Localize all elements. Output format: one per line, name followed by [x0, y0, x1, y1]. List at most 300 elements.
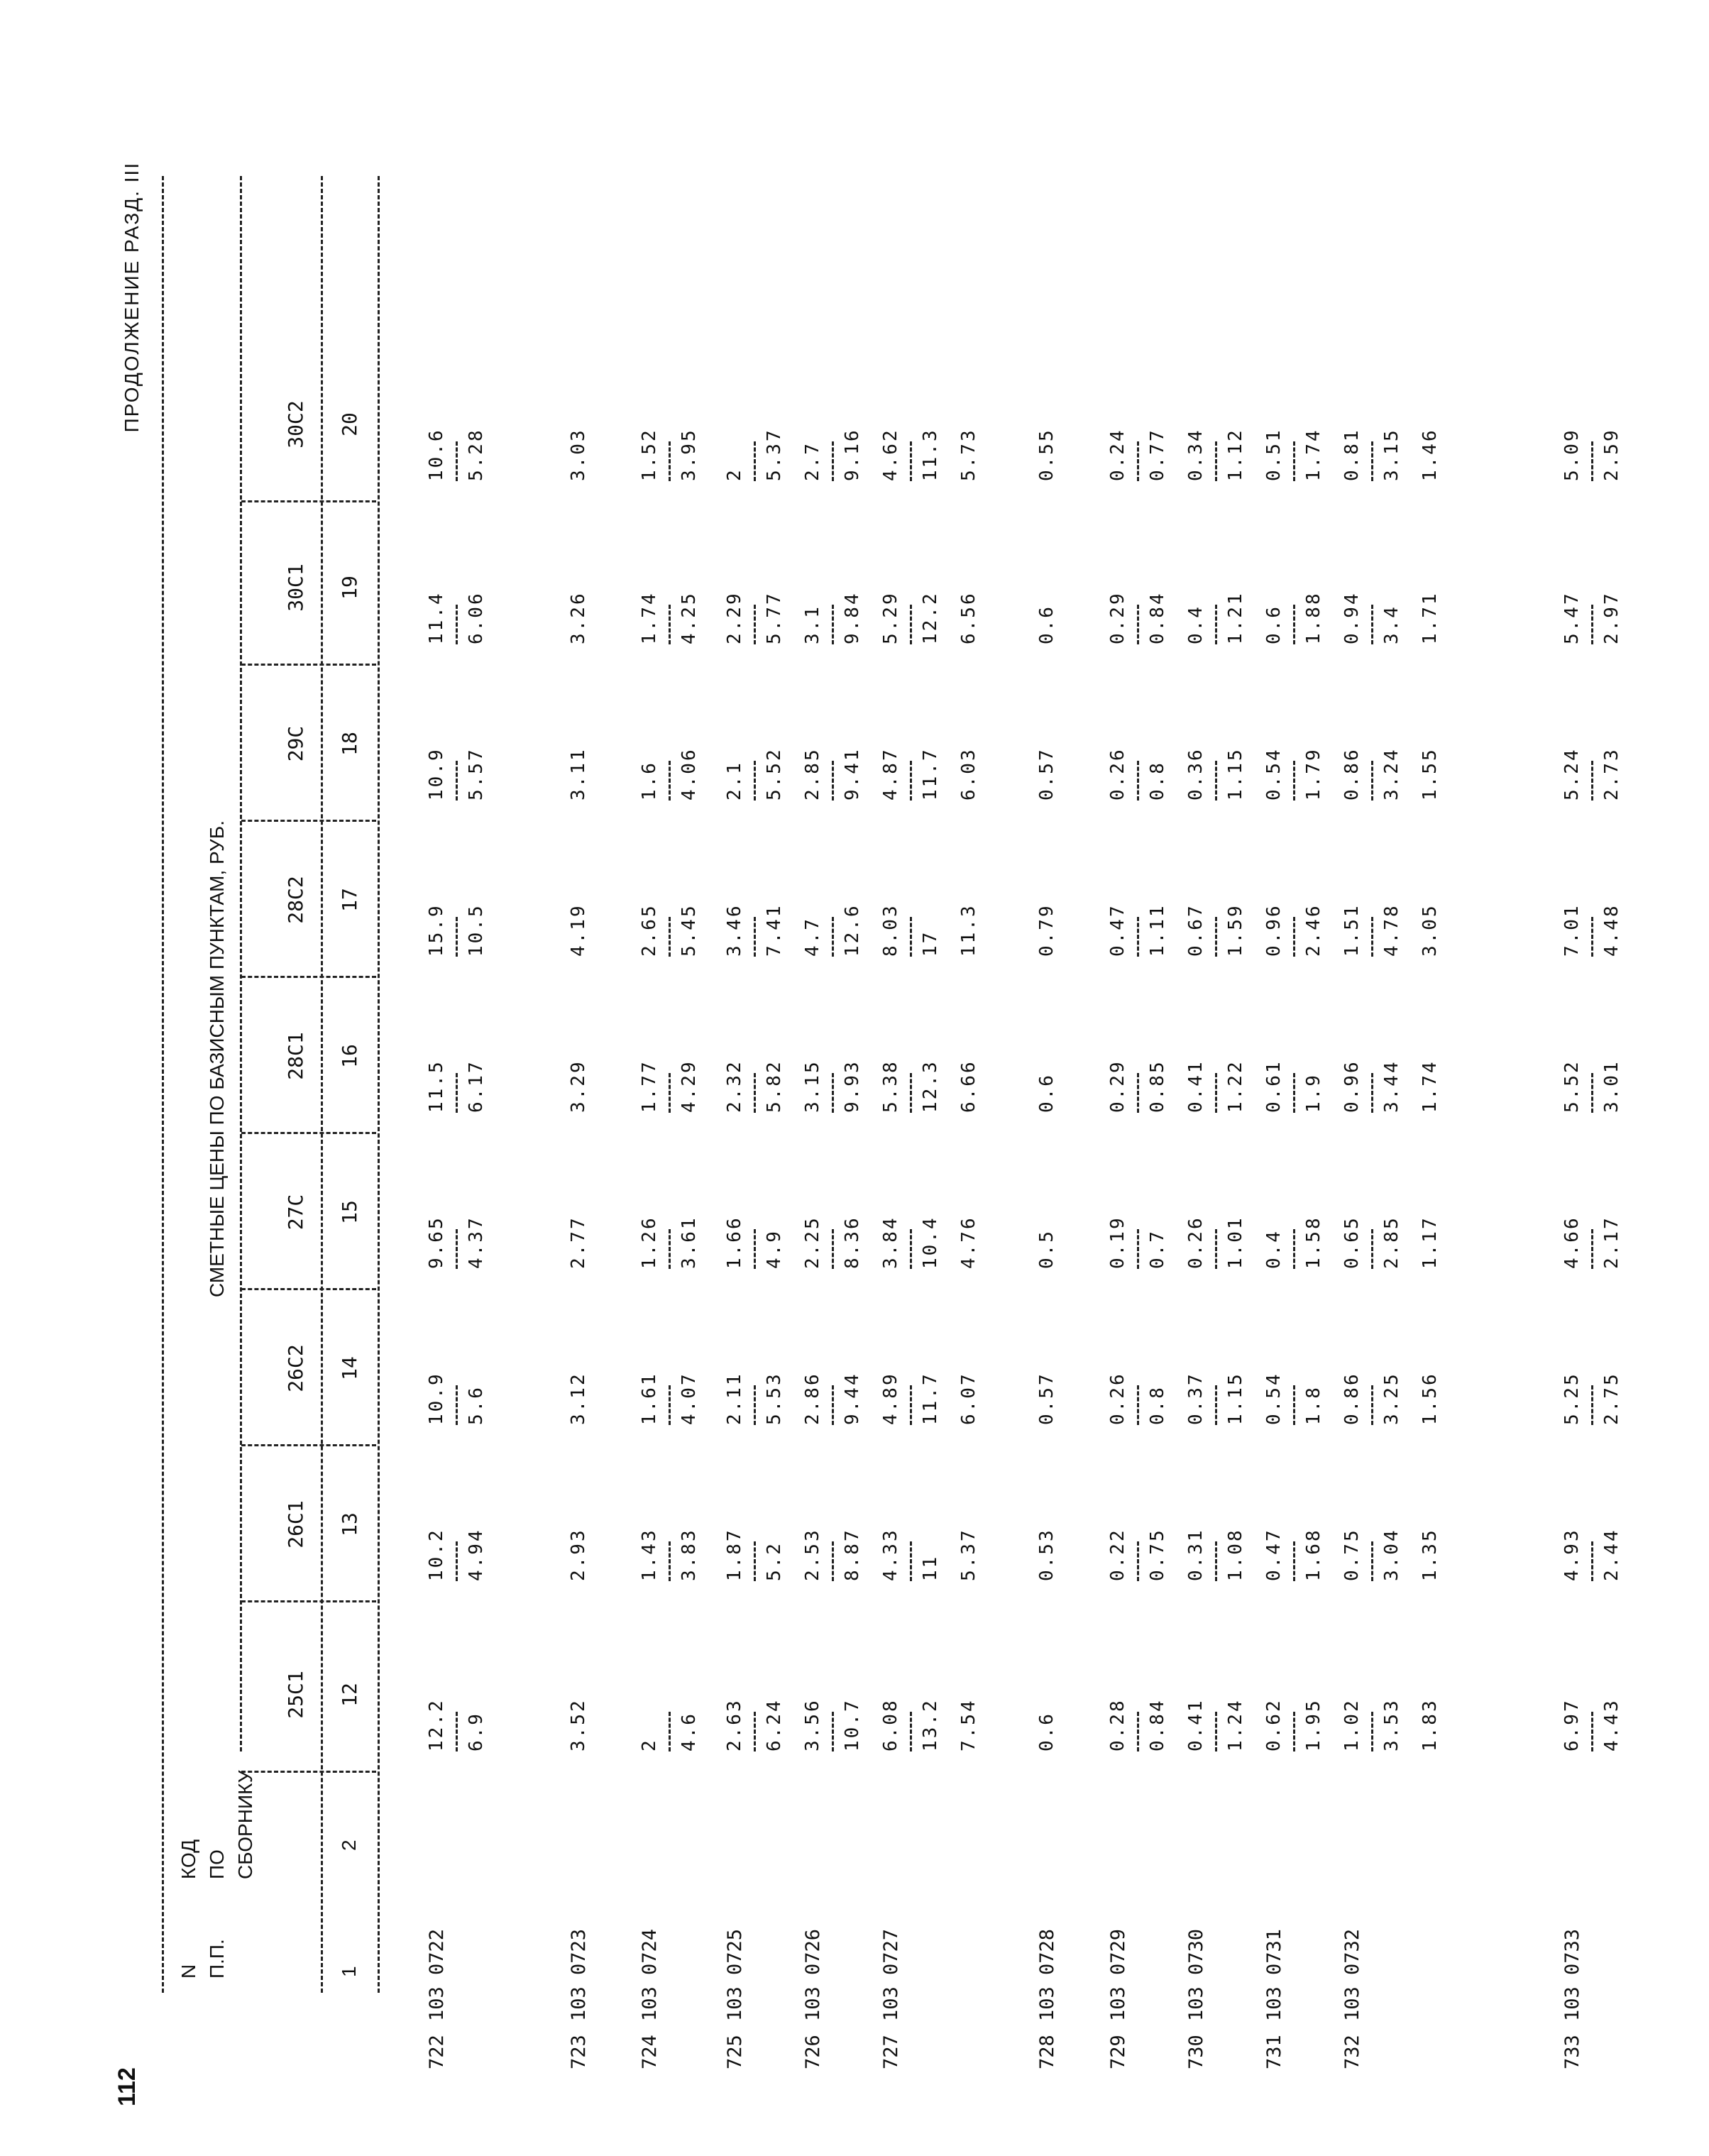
fraction-line [1215, 761, 1217, 801]
value-bottom: 1.15 [1225, 747, 1246, 801]
value-top: 2.11 [724, 1372, 745, 1425]
fraction-line [832, 1712, 834, 1751]
fraction-line [1215, 917, 1217, 957]
value-top: 3.03 [568, 428, 589, 481]
value-bottom: 3.04 [1381, 1528, 1402, 1581]
row-number: 727 [880, 2035, 902, 2069]
fraction-line [456, 1712, 458, 1751]
value-top: 2.7 [802, 441, 823, 481]
value-top: 0.96 [1263, 903, 1285, 957]
value-bottom: 3.53 [1381, 1698, 1402, 1751]
fraction-line [456, 917, 458, 957]
row-code: 103 0722 [426, 1928, 448, 2021]
row-number: 733 [1561, 2035, 1583, 2069]
value-top: 8.03 [880, 903, 901, 957]
value-bottom: 3.44 [1381, 1060, 1402, 1113]
value-top: 2.32 [724, 1060, 745, 1113]
value-top: 0.62 [1263, 1698, 1285, 1751]
value-top: 2.77 [568, 1216, 589, 1269]
fraction-line [910, 917, 912, 957]
value-top: 2.25 [802, 1216, 823, 1269]
value-top: 2.65 [639, 903, 660, 957]
fraction-line [754, 1385, 756, 1425]
fraction-line [1591, 605, 1593, 644]
value-bottom: 4.06 [678, 747, 700, 801]
value-top: 6.03 [958, 747, 979, 801]
value-top: 2.63 [724, 1698, 745, 1751]
value-top: 1.52 [639, 428, 660, 481]
value-top: 10.6 [426, 428, 447, 481]
column-number: 20 [338, 412, 361, 436]
colnum-bottom-rule [378, 176, 380, 1993]
column-divider [241, 1132, 376, 1134]
value-top: 9.65 [426, 1216, 447, 1269]
fraction-line [1591, 1712, 1593, 1751]
value-bottom: 1.74 [1303, 428, 1324, 481]
value-top: 2.53 [802, 1528, 823, 1581]
value-bottom: 2.44 [1601, 1528, 1622, 1581]
value-top: 0.61 [1263, 1060, 1285, 1113]
value-top: 0.51 [1263, 428, 1285, 481]
value-top: 5.29 [880, 591, 901, 644]
fraction-line [669, 441, 671, 481]
value-bottom: 4.07 [678, 1372, 700, 1425]
column-divider [241, 1600, 376, 1602]
column-number: 16 [338, 1044, 361, 1068]
fraction-line [1371, 761, 1373, 801]
fraction-line [1371, 1073, 1373, 1113]
row-code: 103 0723 [568, 1928, 590, 2021]
value-top: 0.26 [1107, 747, 1128, 801]
value-top: 0.54 [1263, 747, 1285, 801]
fraction-line [669, 1712, 671, 1751]
fraction-line [1293, 441, 1295, 481]
fraction-line [1591, 761, 1593, 801]
column-divider [241, 820, 376, 822]
value-bottom: 5.57 [466, 747, 487, 801]
fraction-line [1293, 1385, 1295, 1425]
value-bottom: 10.5 [466, 903, 487, 957]
row-code: 103 0733 [1561, 1928, 1583, 2021]
fraction-line [832, 1229, 834, 1269]
value-top: 2.29 [724, 591, 745, 644]
value-bottom: 0.8 [1147, 1385, 1168, 1425]
fraction-line [1215, 1073, 1217, 1113]
value-bottom: 2.75 [1601, 1372, 1622, 1425]
value-bottom: 0.75 [1147, 1528, 1168, 1581]
row-code: 103 0732 [1341, 1928, 1363, 2021]
value-bottom: 4.37 [466, 1216, 487, 1269]
value-bottom: 12.3 [920, 1060, 941, 1113]
fraction-line [1591, 917, 1593, 957]
fraction-line [669, 1541, 671, 1581]
value-bottom: 6.24 [764, 1698, 785, 1751]
fraction-line [1137, 761, 1139, 801]
row-number: 728 [1036, 2035, 1058, 2069]
value-top: 3.46 [724, 903, 745, 957]
value-top: 7.01 [1561, 903, 1583, 957]
fraction-line [456, 1541, 458, 1581]
column-title: 26С2 [284, 1344, 307, 1392]
fraction-line [669, 917, 671, 957]
fraction-line [754, 1229, 756, 1269]
fraction-line [1371, 917, 1373, 957]
column-number: 18 [338, 732, 361, 756]
value-top: 1.71 [1419, 591, 1441, 644]
fraction-line [456, 1073, 458, 1113]
row-code: 103 0726 [802, 1928, 824, 2021]
value-top: 0.65 [1341, 1216, 1363, 1269]
fraction-line [1137, 1073, 1139, 1113]
value-top: 4.93 [1561, 1528, 1583, 1581]
value-top: 0.6 [1036, 605, 1057, 644]
value-bottom: 0.7 [1147, 1229, 1168, 1269]
fraction-line [910, 1712, 912, 1751]
value-top: 1.74 [639, 591, 660, 644]
value-bottom: 3.83 [678, 1528, 700, 1581]
value-top: 0.26 [1107, 1372, 1128, 1425]
fraction-line [910, 441, 912, 481]
value-bottom: 11.7 [920, 1372, 941, 1425]
header-pp: П.П. [206, 1939, 228, 1979]
value-top: 0.31 [1185, 1528, 1207, 1581]
value-bottom: 1.59 [1225, 903, 1246, 957]
value-bottom: 5.28 [466, 428, 487, 481]
value-bottom: 1.15 [1225, 1372, 1246, 1425]
value-bottom: 1.11 [1147, 903, 1168, 957]
fraction-line [754, 917, 756, 957]
value-top: 4.7 [802, 917, 823, 957]
value-top: 10.9 [426, 1372, 447, 1425]
fraction-line [1137, 441, 1139, 481]
row-number: 724 [639, 2035, 661, 2069]
value-top: 4.33 [880, 1528, 901, 1581]
value-top: 0.4 [1185, 605, 1207, 644]
header-sborniku: СБОРНИКУ [234, 1770, 256, 1879]
group-title: СМЕТНЫЕ ЦЕНЫ ПО БАЗИСНЫМ ПУНКТАМ, РУБ. [206, 820, 228, 1297]
row-number: 726 [802, 2035, 824, 2069]
value-top: 2.85 [802, 747, 823, 801]
value-bottom: 1.22 [1225, 1060, 1246, 1113]
value-top: 6.08 [880, 1698, 901, 1751]
column-title: 28С1 [284, 1032, 307, 1080]
value-bottom: 2.85 [1381, 1216, 1402, 1269]
value-top: 4.62 [880, 428, 901, 481]
fraction-line [456, 761, 458, 801]
value-top: 0.81 [1341, 428, 1363, 481]
column-title: 27С [284, 1194, 307, 1231]
column-number: 19 [338, 576, 361, 600]
fraction-line [1293, 1712, 1295, 1751]
value-bottom: 2.97 [1601, 591, 1622, 644]
column-divider [241, 664, 376, 666]
value-top: 1.6 [639, 761, 660, 801]
fraction-line [1371, 1712, 1373, 1751]
value-top: 6.66 [958, 1060, 979, 1113]
column-title: 26С1 [284, 1500, 307, 1549]
value-top: 1.26 [639, 1216, 660, 1269]
value-top: 0.54 [1263, 1372, 1285, 1425]
value-top: 0.75 [1341, 1528, 1363, 1581]
value-top: 5.09 [1561, 428, 1583, 481]
value-bottom: 4.6 [678, 1712, 700, 1751]
fraction-line [1215, 605, 1217, 644]
value-bottom: 9.84 [842, 591, 863, 644]
value-bottom: 1.12 [1225, 428, 1246, 481]
fraction-line [754, 605, 756, 644]
value-top: 0.4 [1263, 1229, 1285, 1269]
value-bottom: 3.01 [1601, 1060, 1622, 1113]
value-top: 3.11 [568, 747, 589, 801]
value-top: 10.9 [426, 747, 447, 801]
fraction-line [910, 1385, 912, 1425]
value-bottom: 9.41 [842, 747, 863, 801]
fraction-line [456, 1229, 458, 1269]
fraction-line [1215, 441, 1217, 481]
value-bottom: 3.4 [1381, 605, 1402, 644]
fraction-line [832, 1541, 834, 1581]
value-bottom: 11.3 [920, 428, 941, 481]
value-bottom: 6.9 [466, 1712, 487, 1751]
row-code: 103 0730 [1185, 1928, 1207, 2021]
row-code: 103 0724 [639, 1928, 661, 2021]
row-code: 103 0729 [1107, 1928, 1129, 2021]
row-number: 722 [426, 2035, 448, 2069]
column-number: 15 [338, 1200, 361, 1224]
row-number: 731 [1263, 2035, 1285, 2069]
fraction-line [1137, 917, 1139, 957]
row-number: 729 [1107, 2035, 1129, 2069]
fraction-line [1293, 761, 1295, 801]
value-top: 0.28 [1107, 1698, 1128, 1751]
value-bottom: 0.85 [1147, 1060, 1168, 1113]
fraction-line [1137, 1229, 1139, 1269]
value-bottom: 1.68 [1303, 1528, 1324, 1581]
value-top: 11.5 [426, 1060, 447, 1113]
value-bottom: 1.21 [1225, 591, 1246, 644]
value-bottom: 3.95 [678, 428, 700, 481]
fraction-line [1293, 917, 1295, 957]
value-bottom: 4.29 [678, 1060, 700, 1113]
value-top: 2.1 [724, 761, 745, 801]
row-number: 723 [568, 2035, 590, 2069]
value-top: 11.3 [958, 903, 979, 957]
column-title: 30С1 [284, 563, 307, 612]
value-top: 1.35 [1419, 1528, 1441, 1581]
header-n: N [177, 1964, 199, 1979]
value-top: 1.66 [724, 1216, 745, 1269]
value-bottom: 6.06 [466, 591, 487, 644]
value-top: 1.87 [724, 1528, 745, 1581]
fraction-line [1591, 1073, 1593, 1113]
value-top: 1.77 [639, 1060, 660, 1113]
value-top: 5.24 [1561, 747, 1583, 801]
fraction-line [1215, 1229, 1217, 1269]
fraction-line [832, 917, 834, 957]
value-top: 0.6 [1036, 1073, 1057, 1113]
group-subrule [240, 176, 242, 1751]
fraction-line [1371, 441, 1373, 481]
value-top: 0.6 [1036, 1712, 1057, 1751]
value-bottom: 4.9 [764, 1229, 785, 1269]
fraction-line [456, 441, 458, 481]
value-top: 1.17 [1419, 1216, 1441, 1269]
value-bottom: 4.78 [1381, 903, 1402, 957]
column-title: 30С2 [284, 400, 307, 449]
value-top: 15.9 [426, 903, 447, 957]
fraction-line [1371, 1229, 1373, 1269]
value-bottom: 9.16 [842, 428, 863, 481]
value-bottom: 0.84 [1147, 1698, 1168, 1751]
value-top: 3.15 [802, 1060, 823, 1113]
value-top: 0.37 [1185, 1372, 1207, 1425]
value-bottom: 4.25 [678, 591, 700, 644]
value-bottom: 8.87 [842, 1528, 863, 1581]
value-bottom: 5.52 [764, 747, 785, 801]
column-number: 13 [338, 1512, 361, 1536]
fraction-line [832, 761, 834, 801]
value-top: 4.66 [1561, 1216, 1583, 1269]
value-bottom: 3.25 [1381, 1372, 1402, 1425]
value-bottom: 8.36 [842, 1216, 863, 1269]
row-number: 730 [1185, 2035, 1207, 2069]
fraction-line [910, 761, 912, 801]
value-top: 4.76 [958, 1216, 979, 1269]
value-top: 0.86 [1341, 1372, 1363, 1425]
value-top: 6.56 [958, 591, 979, 644]
value-top: 5.38 [880, 1060, 901, 1113]
value-bottom: 5.2 [764, 1541, 785, 1581]
value-bottom: 4.43 [1601, 1698, 1622, 1751]
value-bottom: 13.2 [920, 1698, 941, 1751]
value-bottom: 4.48 [1601, 903, 1622, 957]
value-top: 5.37 [958, 1528, 979, 1581]
section-note: ПРОДОЛЖЕНИЕ РАЗД. III [121, 162, 143, 433]
value-top: 2 [639, 1738, 660, 1751]
page-number: 112 [114, 2067, 141, 2106]
fraction-line [910, 1541, 912, 1581]
value-bottom: 6.17 [466, 1060, 487, 1113]
fraction-line [1137, 605, 1139, 644]
value-top: 3.1 [802, 605, 823, 644]
value-top: 3.52 [568, 1698, 589, 1751]
value-bottom: 9.44 [842, 1372, 863, 1425]
value-top: 0.34 [1185, 428, 1207, 481]
value-top: 1.02 [1341, 1698, 1363, 1751]
value-bottom: 11.7 [920, 747, 941, 801]
fraction-line [669, 1073, 671, 1113]
value-top: 4.19 [568, 903, 589, 957]
value-top: 5.52 [1561, 1060, 1583, 1113]
fraction-line [1137, 1385, 1139, 1425]
fraction-line [1293, 1229, 1295, 1269]
value-top: 3.12 [568, 1372, 589, 1425]
value-top: 1.56 [1419, 1372, 1441, 1425]
fraction-line [456, 605, 458, 644]
value-top: 0.86 [1341, 747, 1363, 801]
value-bottom: 1.58 [1303, 1216, 1324, 1269]
fraction-line [832, 441, 834, 481]
column-title: 25С1 [284, 1671, 307, 1719]
value-top: 0.67 [1185, 903, 1207, 957]
header-bottom-rule [321, 176, 323, 1993]
value-top: 0.94 [1341, 591, 1363, 644]
value-top: 11.4 [426, 591, 447, 644]
value-bottom: 0.8 [1147, 761, 1168, 801]
fraction-line [456, 1385, 458, 1425]
fraction-line [1293, 1073, 1295, 1113]
column-divider [241, 976, 376, 978]
value-top: 2.86 [802, 1372, 823, 1425]
fraction-line [1591, 1229, 1593, 1269]
value-bottom: 3.61 [678, 1216, 700, 1269]
fraction-line [669, 1229, 671, 1269]
value-top: 0.26 [1185, 1216, 1207, 1269]
fraction-line [669, 761, 671, 801]
value-top: 0.79 [1036, 903, 1057, 957]
value-top: 0.6 [1263, 605, 1285, 644]
fraction-line [1137, 1541, 1139, 1581]
value-top: 0.41 [1185, 1698, 1207, 1751]
fraction-line [1591, 1541, 1593, 1581]
value-top: 1.51 [1341, 903, 1363, 957]
value-bottom: 5.6 [466, 1385, 487, 1425]
fraction-line [1371, 605, 1373, 644]
value-top: 0.41 [1185, 1060, 1207, 1113]
fraction-line [1215, 1385, 1217, 1425]
value-top: 0.29 [1107, 1060, 1128, 1113]
column-title: 28С2 [284, 876, 307, 924]
fraction-line [1293, 605, 1295, 644]
value-top: 3.84 [880, 1216, 901, 1269]
fraction-line [910, 1073, 912, 1113]
column-divider [241, 1288, 376, 1290]
value-bottom: 5.77 [764, 591, 785, 644]
value-top: 1.46 [1419, 428, 1441, 481]
fraction-line [832, 1073, 834, 1113]
value-bottom: 5.45 [678, 903, 700, 957]
value-bottom: 10.7 [842, 1698, 863, 1751]
value-bottom: 5.53 [764, 1372, 785, 1425]
fraction-line [832, 1385, 834, 1425]
value-top: 5.47 [1561, 591, 1583, 644]
value-top: 1.43 [639, 1528, 660, 1581]
value-bottom: 1.01 [1225, 1216, 1246, 1269]
value-bottom: 0.84 [1147, 591, 1168, 644]
value-bottom: 1.9 [1303, 1073, 1324, 1113]
value-bottom: 2.59 [1601, 428, 1622, 481]
value-top: 1.55 [1419, 747, 1441, 801]
value-bottom: 7.41 [764, 903, 785, 957]
row-code: 103 0727 [880, 1928, 902, 2021]
fraction-line [754, 761, 756, 801]
fraction-line [669, 605, 671, 644]
value-bottom: 9.93 [842, 1060, 863, 1113]
value-top: 6.07 [958, 1372, 979, 1425]
value-top: 0.57 [1036, 747, 1057, 801]
fraction-line [1215, 1541, 1217, 1581]
fraction-line [754, 1073, 756, 1113]
value-bottom: 17 [920, 930, 941, 957]
column-divider [241, 1444, 376, 1446]
value-bottom: 1.95 [1303, 1698, 1324, 1751]
value-top: 0.29 [1107, 591, 1128, 644]
value-bottom: 1.8 [1303, 1385, 1324, 1425]
value-bottom: 2.73 [1601, 747, 1622, 801]
row-number: 725 [724, 2035, 746, 2069]
value-bottom: 1.24 [1225, 1698, 1246, 1751]
value-bottom: 11 [920, 1554, 941, 1581]
